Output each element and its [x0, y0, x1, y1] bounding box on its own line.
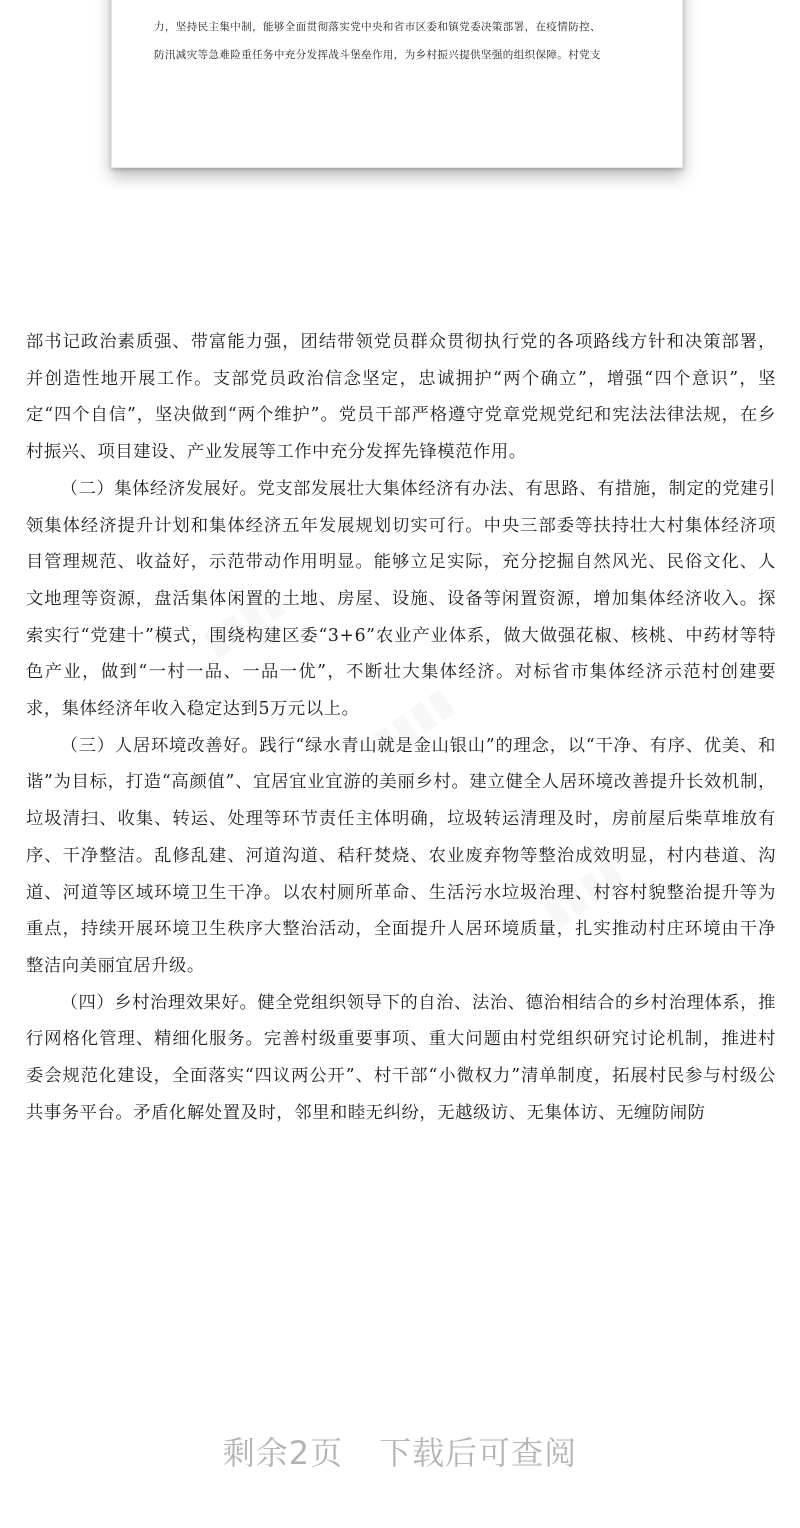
download-to-view-label: 下载后可查阅 — [379, 1434, 578, 1472]
watermark-logo-3: ▮▮▮▮ — [535, 848, 631, 933]
remaining-pages-prompt[interactable] — [0, 1428, 800, 1474]
preview-line: 防汛减灾等急难险重任务中充分发挥战斗堡垒作用，为乡村振兴提供坚强的组织保障。村党支 — [154, 49, 601, 61]
preview-line: 力，坚持民主集中制，能够全面贯彻落实党中央和省市区委和镇党委决策部署，在疫情防控、 — [154, 21, 601, 33]
page-preview-card — [111, 0, 683, 168]
paragraph-rural-governance: （四）乡村治理效果好。健全党组织领导下的自治、法治、德治相结合的乡村治理体系，推行网格化管理、精细化服务。完善村级重要事项、重大问题由村党组织研究讨论机制，推进村委会规范化建设，全面落实“四议两公开”、村干部“小微权力”清单制度，拓展村民参与村级公共事务平台。矛盾化解处置及时，邻里和睦无纠纷，无越级访、无集体访、无缠防闹防 — [26, 992, 776, 1123]
paragraph-living-environment: （三）人居环境改善好。践行“绿水青山就是金山银山”的理念，以“干净、有序、优美、和谐”为目标，打造“高颜值”、宜居宜业宜游的美丽乡村。建立健全人居环境改善提升长效机制，垃圾清扫、收集、转运、处理等环节责任主体明确，垃圾转运清理及时，房前屋后柴草堆放有序、干净整洁。乱修乱建、河道沟道、秸秆焚烧、农业废弃物等整治成效明显，村内巷道、沟道、河道等区域环境卫生干净。以农村厕所革命、生活污水垃圾治理、村容村貌整治提升等为重点，持续开展环境卫生秩序大整治活动，全面提升人居环境质量，扎实推动村庄环境由干净整洁向美丽宜居升级。 — [26, 735, 776, 976]
remaining-pages-label: 剩余2页 — [222, 1434, 344, 1472]
watermark-logo-1: ▮▮▮▮ — [195, 578, 291, 663]
paragraph: 部书记政治素质强、带富能力强，团结带领党员群众贯彻执行党的各项路线方针和决策部署，并创造性地开展工作。支部党员政治信念坚定，忠诚拥护“两个确立”，增强“四个意识”，坚定“四个自信”，坚决做到“两个维护”。党员干部严格遵守党章党规党纪和宪法法律法规，在乡村振兴、项目建设、产业发展等工作中充分发挥先锋模范作用。 — [26, 332, 776, 463]
watermark-logo-2: ▮▮▮▮ — [365, 678, 461, 763]
paragraph-collective-economy: （二）集体经济发展好。党支部发展壮大集体经济有办法、有思路、有措施，制定的党建引领集体经济提升计划和集体经济五年发展规划切实可行。中央三部委等扶持壮大村集体经济项目管理规范、收益好，示范带动作用明显。能够立足实际，充分挖掘自然风光、民俗文化、人文地理等资源，盘活集体闲置的土地、房屋、设施、设备等闲置资源，增加集体经济收入。探索实行“党建十”模式，围绕构建区委“3+6”农业产业体系，做大做强花椒、核桃、中药材等特色产业，做到“一村一品、一品一优”，不断壮大集体经济。对标省市集体经济示范村创建要求，集体经济年收入稳定达到5万元以上。 — [26, 478, 776, 720]
document-body — [26, 324, 776, 1131]
